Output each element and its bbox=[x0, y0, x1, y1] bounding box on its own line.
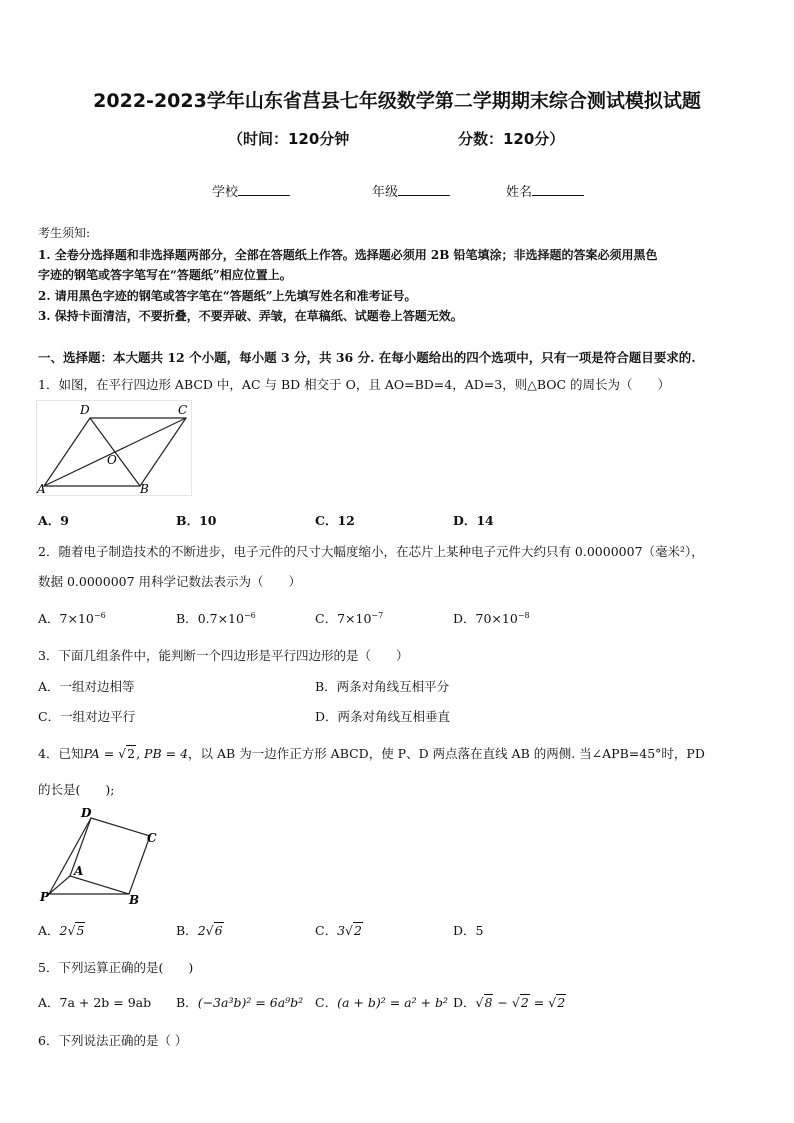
q4-option-d-label: D． bbox=[453, 923, 476, 938]
q4-option-a-root: 5 bbox=[76, 923, 85, 938]
q2-option-d-exp: −8 bbox=[517, 610, 530, 620]
q4-label-a: A bbox=[74, 864, 84, 878]
school-blank bbox=[238, 183, 290, 196]
name-blank bbox=[532, 183, 584, 196]
q1-figure-frame bbox=[37, 401, 192, 496]
q4-option-c-root: 2 bbox=[354, 923, 362, 938]
q1-option-a: A．9 bbox=[38, 513, 69, 528]
q3-option-a: A．一组对边相等 bbox=[38, 679, 135, 694]
exam-time: （时间：120分钟 bbox=[228, 130, 350, 148]
q1-option-d: D．14 bbox=[453, 513, 494, 528]
q5-option-b-expr: (−3a³b)² = 6a⁹b² bbox=[197, 995, 304, 1010]
q1-stem: 1．如图，在平行四边形 ABCD 中，AC 与 BD 相交于 O，且 AO=BD=4，AD=3，则△BOC 的周长为（ ） bbox=[38, 377, 671, 392]
q1-option-c: C．12 bbox=[315, 513, 355, 528]
q1-label-a: A bbox=[37, 482, 46, 496]
q4-stem-line2: 的长是( ); bbox=[38, 782, 115, 797]
q4-option-b-root: 6 bbox=[214, 923, 223, 938]
q2-stem-line1: 2．随着电子制造技术的不断进步，电子元件的尺寸大幅度缩小，在芯片上某种电子元件大约只有 0.0000007（毫米²）， bbox=[38, 544, 704, 559]
q4-option-d-text: 5 bbox=[475, 923, 484, 938]
q2-option-a-exp: −6 bbox=[93, 610, 106, 620]
q5-option-d: D．√8 − √2 = √2 bbox=[453, 995, 566, 1010]
q4-pb: , PB = 4 bbox=[136, 746, 189, 761]
q4-line-pa bbox=[49, 876, 70, 894]
q2-option-c bbox=[315, 609, 383, 627]
q2-option-a-label: A． bbox=[38, 611, 60, 626]
q3-option-c: C．一组对边平行 bbox=[38, 709, 136, 724]
notice-item-1-cont: 字迹的钢笔或答字笔写在“答题纸”相应位置上。 bbox=[38, 268, 292, 282]
grade-blank bbox=[398, 183, 450, 196]
grade-label: 年级 bbox=[372, 185, 399, 200]
q4-option-a-coef: 2 bbox=[59, 923, 68, 938]
q1-option-b: B．10 bbox=[176, 513, 217, 528]
q2-option-c-label: C． bbox=[315, 611, 338, 626]
q5-option-b-label: B． bbox=[176, 995, 198, 1010]
q2-option-c-exp: −7 bbox=[371, 610, 384, 620]
q5-option-d-root-2: 2 bbox=[520, 995, 529, 1010]
q4-label-d: D bbox=[81, 806, 92, 820]
q4-figure bbox=[36, 806, 166, 906]
q4-option-b-coef: 2 bbox=[197, 923, 206, 938]
q4-stem-post: ，以 AB 为一边作正方形 ABCD，使 P、D 两点落在直线 AB 的两侧. 当∠APB=45°时，PD bbox=[188, 746, 705, 761]
name-label: 姓名 bbox=[506, 185, 533, 200]
q1-label-o: O bbox=[107, 453, 117, 467]
q3-option-d: D．两条对角线互相垂直 bbox=[315, 709, 451, 724]
exam-score: 分数：120分） bbox=[458, 130, 565, 148]
q3-stem: 3．下面几组条件中，能判断一个四边形是平行四边形的是（ ） bbox=[38, 648, 409, 663]
q2-option-b-label: B． bbox=[176, 611, 198, 626]
name-field bbox=[506, 181, 584, 200]
q5-stem: 5．下列运算正确的是( ) bbox=[38, 960, 194, 975]
q4-label-b: B bbox=[129, 893, 140, 906]
q3-option-b: B．两条对角线互相平分 bbox=[315, 679, 450, 694]
q5-option-d-minus: − bbox=[493, 995, 512, 1010]
q4-pa-root: 2 bbox=[127, 746, 136, 761]
q4-option-c-coef: 3 bbox=[337, 923, 346, 938]
q4-line-pd bbox=[49, 818, 91, 894]
grade-field bbox=[372, 181, 450, 200]
q6-stem: 6．下列说法正确的是（ ） bbox=[38, 1033, 188, 1048]
q2-option-a-coef: 7×10 bbox=[59, 611, 94, 626]
q4-option-c-label: C． bbox=[315, 923, 338, 938]
q2-option-a bbox=[38, 609, 106, 627]
q5-option-a: A．7a + 2b = 9ab bbox=[38, 995, 152, 1010]
q2-option-c-coef: 7×10 bbox=[337, 611, 372, 626]
q1-label-c: C bbox=[178, 403, 188, 417]
q5-option-c-expr: (a + b)² = a² + b² bbox=[337, 995, 449, 1010]
q4-stem-line1: 4．已知PA = √2, PB = 4，以 AB 为一边作正方形 ABCD，使 P、D 两点落在直线 AB 的两侧. 当∠APB=45°时，PD bbox=[38, 746, 705, 761]
q2-option-d bbox=[453, 609, 530, 627]
q4-option-b: B．2√6 bbox=[176, 923, 223, 938]
q4-label-c: C bbox=[147, 831, 157, 845]
q4-square bbox=[70, 818, 150, 894]
school-field bbox=[212, 181, 290, 200]
q5-option-c-label: C． bbox=[315, 995, 338, 1010]
q2-option-b-exp: −6 bbox=[243, 610, 256, 620]
q1-diagonal-bd bbox=[90, 418, 140, 486]
q2-stem-line2: 数据 0.0000007 用科学记数法表示为（ ） bbox=[38, 574, 302, 589]
q2-option-b-coef: 0.7×10 bbox=[197, 611, 244, 626]
q5-option-c bbox=[315, 993, 448, 1011]
q5-option-d-eq: = bbox=[529, 995, 549, 1010]
q1-label-d: D bbox=[80, 403, 90, 417]
q4-option-c: C．3√2 bbox=[315, 923, 362, 938]
school-label: 学校 bbox=[212, 185, 239, 200]
q4-stem-pre: 4．已知 bbox=[38, 746, 84, 761]
q5-option-d-label: D． bbox=[453, 995, 476, 1010]
q2-option-d-coef: 70×10 bbox=[475, 611, 518, 626]
q2-option-b bbox=[176, 609, 256, 627]
notice-heading: 考生须知: bbox=[38, 226, 91, 240]
section-heading: 一、选择题：本大题共 12 个小题，每小题 3 分，共 36 分. 在每小题给出的四个选项中，只有一项是符合题目要求的. bbox=[38, 350, 696, 365]
q5-option-d-root-3: 2 bbox=[557, 995, 566, 1010]
q1-label-b: B bbox=[140, 482, 149, 496]
q4-option-a-label: A． bbox=[38, 923, 60, 938]
q5-option-b bbox=[176, 993, 303, 1011]
q4-label-p: P bbox=[40, 890, 50, 904]
q4-option-d bbox=[453, 921, 483, 939]
q4-option-b-label: B． bbox=[176, 923, 198, 938]
q2-option-d-label: D． bbox=[453, 611, 476, 626]
q4-pa: PA = bbox=[83, 746, 115, 761]
page-title: 2022-2023学年山东省莒县七年级数学第二学期期末综合测试模拟试题 bbox=[93, 90, 701, 112]
notice-item-2: 2. 请用黑色字迹的钢笔或答字笔在“答题纸”上先填写姓名和准考证号。 bbox=[38, 289, 417, 303]
q4-option-a: A．2√5 bbox=[38, 923, 85, 938]
notice-item-3: 3. 保持卡面清洁，不要折叠，不要弄破、弄皱，在草稿纸、试题卷上答题无效。 bbox=[38, 309, 463, 323]
q1-figure bbox=[36, 400, 192, 496]
q5-option-d-root-1: 8 bbox=[484, 995, 493, 1010]
notice-item-1: 1. 全卷分选择题和非选择题两部分，全部在答题纸上作答。选择题必须用 2B 铅笔填涂；非选择题的答案必须用黑色 bbox=[38, 248, 658, 262]
